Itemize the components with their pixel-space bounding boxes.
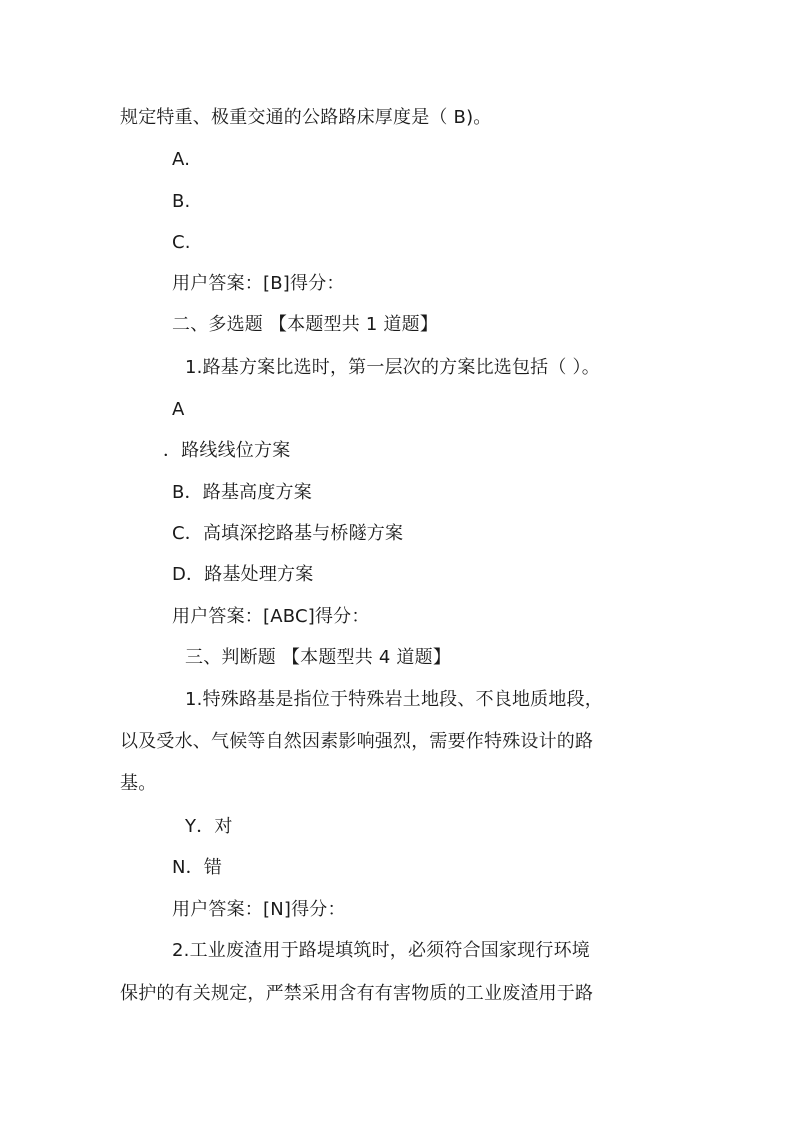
option-yes: Y．对 <box>185 816 233 837</box>
option-d: D．路基处理方案 <box>172 564 314 585</box>
question-stem-line-2: 以及受水、气候等自然因素影响强烈，需要作特殊设计的路 <box>120 731 594 752</box>
question-stem-line-2: 保护的有关规定，严禁采用含有有害物质的工业废渣用于路 <box>120 983 594 1004</box>
user-answer: 用户答案：[N]得分： <box>172 899 346 920</box>
question-stem: 1.路基方案比选时，第一层次的方案比选包括（ ）。 <box>185 357 600 378</box>
option-no: N．错 <box>172 857 223 878</box>
question-stem-line-1: 2.工业废渣用于路堤填筑时，必须符合国家现行环境 <box>172 940 590 961</box>
question-stem-line-3: 基。 <box>120 773 157 794</box>
option-c: C. <box>172 232 191 253</box>
user-answer: 用户答案：[B]得分： <box>172 273 345 294</box>
question-stem: 规定特重、极重交通的公路路床厚度是（ B)。 <box>120 107 492 128</box>
option-a-letter: A <box>172 399 185 420</box>
option-a-text: ．路线线位方案 <box>163 440 291 461</box>
option-b: B．路基高度方案 <box>172 482 312 503</box>
question-stem-line-1: 1.特殊路基是指位于特殊岩土地段、不良地质地段， <box>185 689 603 710</box>
option-c: C．高填深挖路基与桥隧方案 <box>172 523 404 544</box>
user-answer: 用户答案：[ABC]得分： <box>172 606 370 627</box>
section-header-multiple-choice: 二、多选题 【本题型共 1 道题】 <box>172 314 439 335</box>
option-a: A. <box>172 149 191 170</box>
section-header-true-false: 三、判断题 【本题型共 4 道题】 <box>185 647 452 668</box>
option-b: B. <box>172 191 191 212</box>
